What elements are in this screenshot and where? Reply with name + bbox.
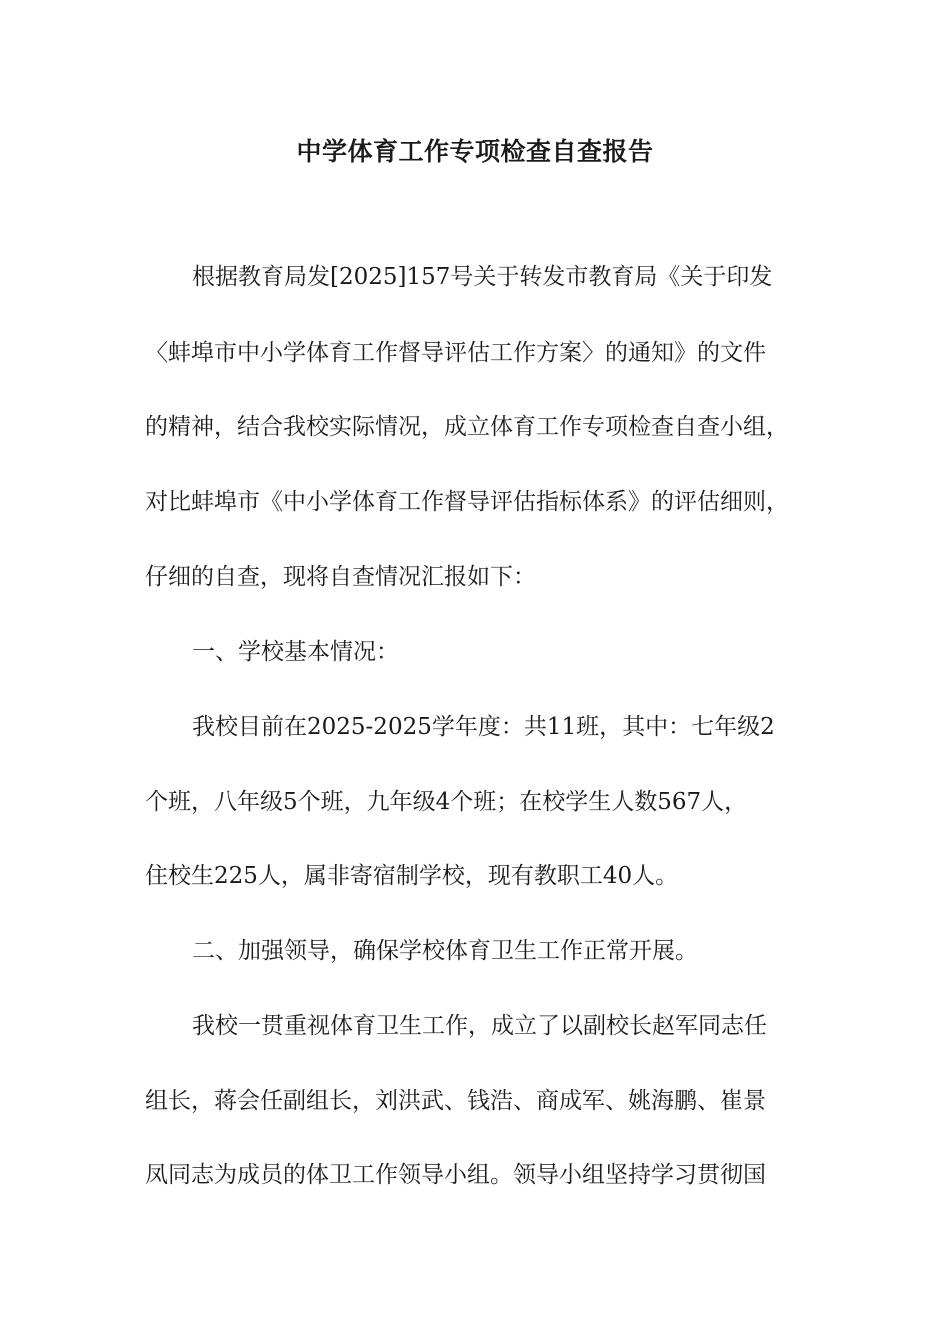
paragraph-2-line-2: 个班，八年级5个班，九年级4个班；在校学生人数567人， [145,789,748,815]
paragraph-1-line-4: 对比蚌埠市《中小学体育工作督导评估指标体系》的评估细则， [145,489,789,515]
paragraph-3-line-3: 凤同志为成员的体卫工作领导小组。领导小组坚持学习贯彻国 [145,1162,766,1188]
paragraph-2-line-1: 我校目前在2025-2025学年度：共11班，其中：七年级2 [192,714,775,740]
paragraph-1-line-3: 的精神，结合我校实际情况，成立体育工作专项检查自查小组， [145,414,789,440]
paragraph-2-line-3: 住校生225人，属非寄宿制学校，现有教职工40人。 [145,863,679,889]
paragraph-3-line-2: 组长，蒋会任副组长，刘洪武、钱浩、商成军、姚海鹏、崔景 [145,1088,766,1114]
paragraph-1-line-5: 仔细的自查，现将自查情况汇报如下： [145,564,536,590]
document-title: 中学体育工作专项检查自查报告 [296,137,654,166]
section-heading-2: 二、加强领导，确保学校体育卫生工作正常开展。 [192,938,698,964]
section-heading-1: 一、学校基本情况： [192,639,399,665]
paragraph-3-line-1: 我校一贯重视体育卫生工作，成立了以副校长赵军同志任 [192,1013,767,1039]
paragraph-1-line-2: 〈蚌埠市中小学体育工作督导评估工作方案〉的通知》的文件 [145,340,766,366]
paragraph-1-line-1: 根据教育局发[2025]157号关于转发市教育局《关于印发 [192,264,773,290]
